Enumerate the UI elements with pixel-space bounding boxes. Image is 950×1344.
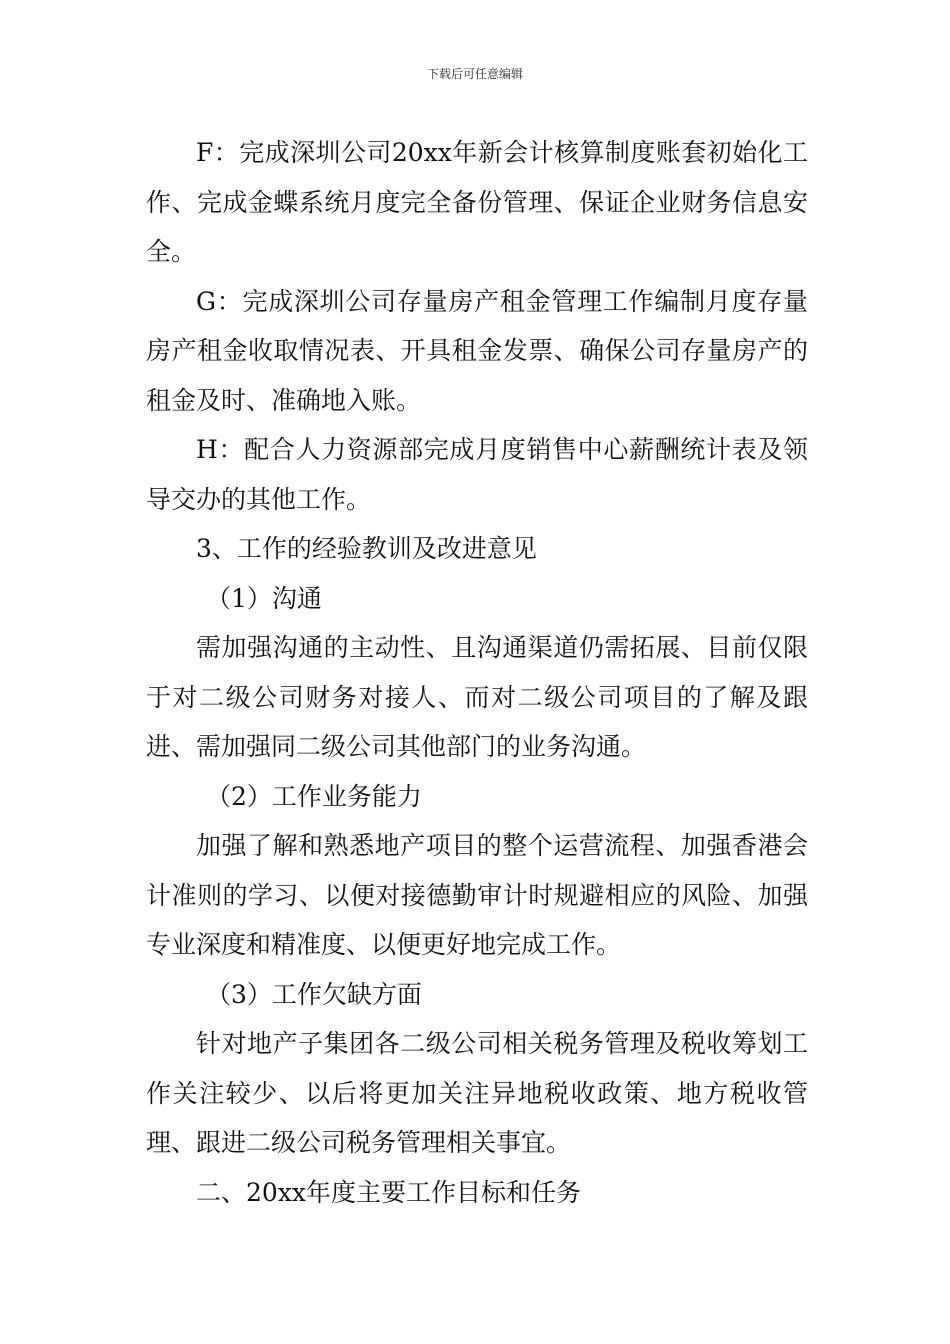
paragraph-item-h: H：配合人力资源部完成月度销售中心薪酬统计表及领导交办的其他工作。	[146, 435, 808, 514]
subheading-communication: （1）沟通	[206, 583, 322, 613]
section-heading-goals: 二、20xx年度主要工作目标和任务	[196, 1177, 582, 1207]
page-header: 下载后可任意编辑	[426, 67, 523, 81]
paragraph-item-f: F：完成深圳公司20xx年新会计核算制度账套初始化工作、完成金蝶系统月度完全备份管理、保证企业财务信息安全。	[146, 138, 808, 266]
subheading-shortcomings: （3）工作欠缺方面	[206, 979, 422, 1009]
document-body	[146, 128, 808, 1217]
paragraph-communication: 需加强沟通的主动性、且沟通渠道仍需拓展、目前仅限于对二级公司财务对接人、而对二级公司项目的了解及跟进、需加强同二级公司其他部门的业务沟通。	[146, 633, 808, 761]
subheading-business-ability: （2）工作业务能力	[206, 781, 422, 811]
paragraph-shortcomings: 针对地产子集团各二级公司相关税务管理及税收筹划工作关注较少、以后将更加关注异地税收政策、地方税收管理、跟进二级公司税务管理相关事宜。	[146, 1029, 808, 1157]
paragraph-item-g: G：完成深圳公司存量房产租金管理工作编制月度存量房产租金收取情况表、开具租金发票、确保公司存量房产的租金及时、准确地入账。	[146, 286, 808, 415]
paragraph-business-ability: 加强了解和熟悉地产项目的整个运营流程、加强香港会计准则的学习、以便对接德勤审计时规避相应的风险、加强专业深度和精准度、以便更好地完成工作。	[146, 831, 808, 959]
section-heading-3: 3、工作的经验教训及改进意见	[196, 534, 537, 563]
